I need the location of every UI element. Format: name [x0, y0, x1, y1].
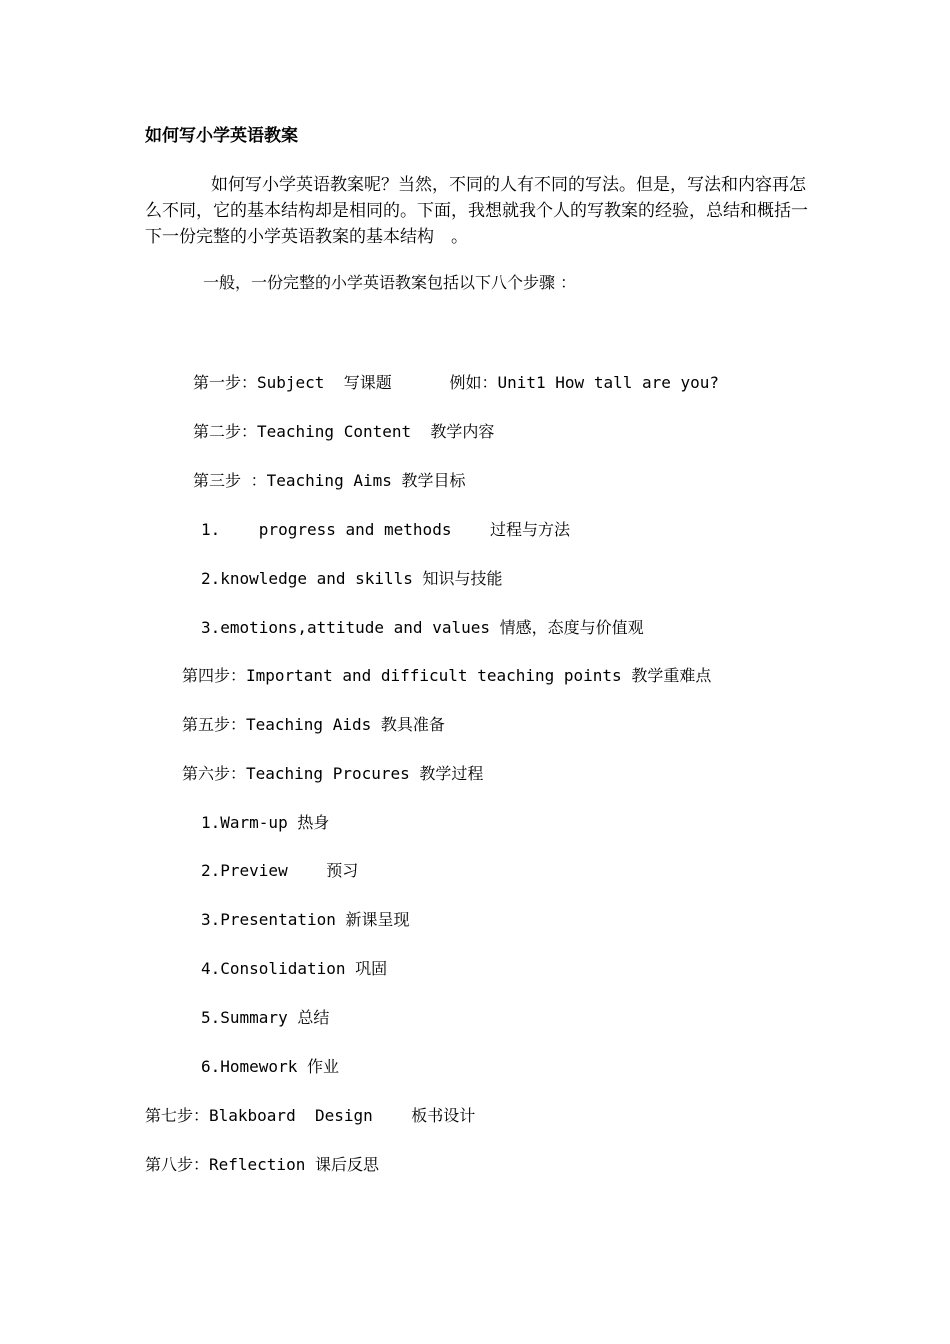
procedure-6: 6.Homework 作业 [201, 1057, 339, 1076]
step-8: 第八步：Reflection 课后反思 [145, 1155, 379, 1174]
step-3: 第三步 ：Teaching Aims 教学目标 [193, 471, 466, 490]
step-4: 第四步：Important and difficult teaching points 教学重难点 [182, 666, 712, 685]
summary-paragraph: 一般，一份完整的小学英语教案包括以下八个步骤 ： [203, 273, 577, 292]
procedure-5: 5.Summary 总结 [201, 1008, 330, 1027]
procedure-1: 1.Warm-up 热身 [201, 813, 330, 832]
aim-3: 3.emotions,attitude and values 情感，态度与价值观 [201, 618, 644, 637]
step-7: 第七步：Blakboard Design 板书设计 [145, 1106, 476, 1125]
step-6: 第六步：Teaching Procures 教学过程 [182, 764, 484, 783]
step-1: 第一步：Subject 写课题 例如：Unit1 How tall are you? [193, 373, 720, 392]
aim-1: 1. progress and methods 过程与方法 [201, 520, 570, 539]
procedure-4: 4.Consolidation 巩固 [201, 959, 388, 978]
document-title: 如何写小学英语教案 [145, 126, 298, 146]
step-5: 第五步：Teaching Aids 教具准备 [182, 715, 445, 734]
intro-paragraph: 如何写小学英语教案呢？当然，不同的人有不同的写法。但是，写法和内容再怎么不同，它的基本结构却是相同的。下面，我想就我个人的写教案的经验，总结和概括一下一份完整的小学英语教案的基本结构 。 [145, 175, 808, 247]
procedure-2: 2.Preview 预习 [201, 861, 359, 880]
step-2: 第二步：Teaching Content 教学内容 [193, 422, 495, 441]
aim-2: 2.knowledge and skills 知识与技能 [201, 569, 503, 588]
procedure-3: 3.Presentation 新课呈现 [201, 910, 410, 929]
